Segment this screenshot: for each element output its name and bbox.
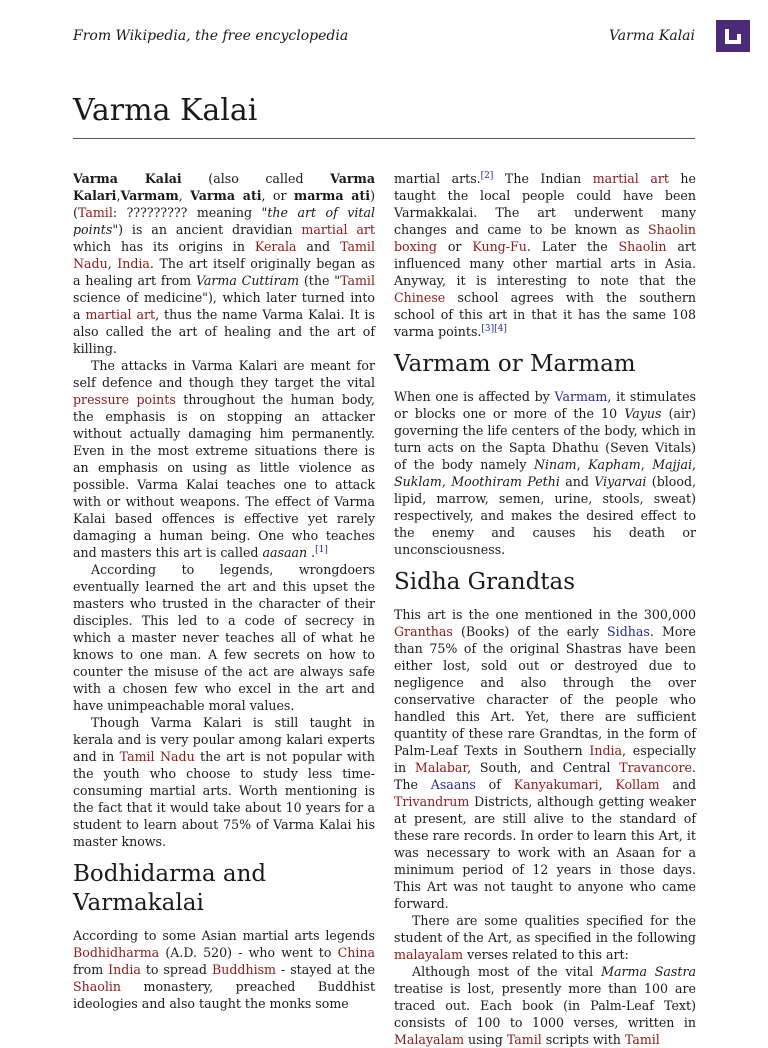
paragraph-treatise: Although most of the vital Marma Sastra treatise is lost, presently more than 100 are traced out. Each book (in Palm-Leaf Text) consists of 100 to 1000 verses, written in Malayalam using Tamil scripts with Tamil xyxy=(394,964,696,1047)
paragraph-qualities: There are some qualities specified for the student of the Art, as specified in the following malayalam verses related to this art: xyxy=(394,913,696,962)
paragraph-bodhidharma: According to some Asian martial arts legends Bodhidharma (A.D. 520) - who went to China from India to spread Buddhism - stayed at the Shaolin monastery, preached Buddhist ideologies and also taught the monks some xyxy=(73,928,375,1011)
header-title: Varma Kalai xyxy=(608,28,695,44)
wiki-logo-icon[interactable] xyxy=(716,20,750,52)
heading-bodhidarma: Bodhidarma and Varmakalai xyxy=(73,861,267,916)
header-source: From Wikipedia, the free encyclopedia xyxy=(73,28,349,44)
page-title: Varma Kalai xyxy=(73,93,258,128)
paragraph-intro: Varma Kalai (also called Varma Kalari,Varmam, Varma ati, or marma ati) (Tamil: ????????? meaning "the art of vital points") is an ancient dravidian martial art which has its origins in Kerala and Tamil Nadu, India. The art itself originally began as a healing art from Varma Cuttiram (the "Tamil science of medicine"), which later turned into a martial art, thus the name Varma Kalai. It is also called the art of healing and the art of killing. xyxy=(73,171,375,356)
heading-varmam: Varmam or Marmam xyxy=(394,351,636,377)
left-column xyxy=(73,170,375,1012)
heading-sidha: Sidha Grandtas xyxy=(394,569,576,595)
paragraph-popularity: Though Varma Kalari is still taught in kerala and is very poular among kalari experts and in Tamil Nadu the art is not popular with the youth who choose to study less time-consuming martial arts. Worth mentioning is the fact that it would take about 10 years for a student to learn about 75% of Varma Kalai his master knows. xyxy=(73,715,375,849)
paragraph-legends: According to legends, wrongdoers eventually learned the art and this upset the masters who trusted in the character of their disciples. This led to a code of secrecy in which a master never teaches all of what he knows to one man. A few secrets on how to counter the misuse of the act are always safe with a chosen few who excel in the art and have unimpeachable moral values. xyxy=(73,562,375,713)
paragraph-varmam: When one is affected by Varmam, it stimulates or blocks one or more of the 10 Vayus (air) governing the life centers of the body, which in turn acts on the Sapta Dhathu (Seven Vitals) of the body namely Ninam, Kapham, Majjai, Suklam, Moothiram Pethi and Viyarvai (blood, lipid, marrow, semen, urine, stools, sweat) respectively, and makes the desired effect to the enemy and causes his death or unconsciousness. xyxy=(394,389,697,557)
paragraph-attacks: The attacks in Varma Kalari are meant for self defence and though they target the vital pressure points throughout the human body, the emphasis is on stopping an attacker without actually damaging him permanently. Even in the most extreme situations there is an emphasis on using as little violence as possible. Varma Kalai teaches one to attack with or without weapons. The effect of Varma Kalai based offences is effective yet rarely damaging a human being. One who teaches and masters this art is called aasaan .[1] xyxy=(73,358,375,560)
paragraph-martial-arts: martial arts.[2] The Indian martial art he taught the local people could have been Varmakkalai. The art underwent many changes and came to be known as Shaolin boxing or Kung-Fu. Later the Shaolin art influenced many other martial arts in Asia. Anyway, it is interesting to note that the Chinese school agrees with the southern school of this art in that it has the same 108 varma points.[3][4] xyxy=(394,170,697,339)
right-column xyxy=(394,170,696,1048)
paragraph-sidha: This art is the one mentioned in the 300,000 Granthas (Books) of the early Sidhas. More than 75% of the original Shastras have been either lost, sold out or destroyed due to negligence and also through the over conservative character of the people who handled this Art. Yet, there are sufficient quantity of these rare Grandtas, in the form of Palm-Leaf Texts in Southern India, especially in Malabar, South, and Central Travancore. The Asaans of Kanyakumari, Kollam and Trivandrum Districts, although getting weaker at present, are still alive to the standard of these rare records. In order to learn this Art, it was necessary to work with an Asaan for a minimum period of 12 years in those days. This Art was not taught to anyone who came forward. xyxy=(394,607,697,911)
title-divider xyxy=(73,138,695,139)
